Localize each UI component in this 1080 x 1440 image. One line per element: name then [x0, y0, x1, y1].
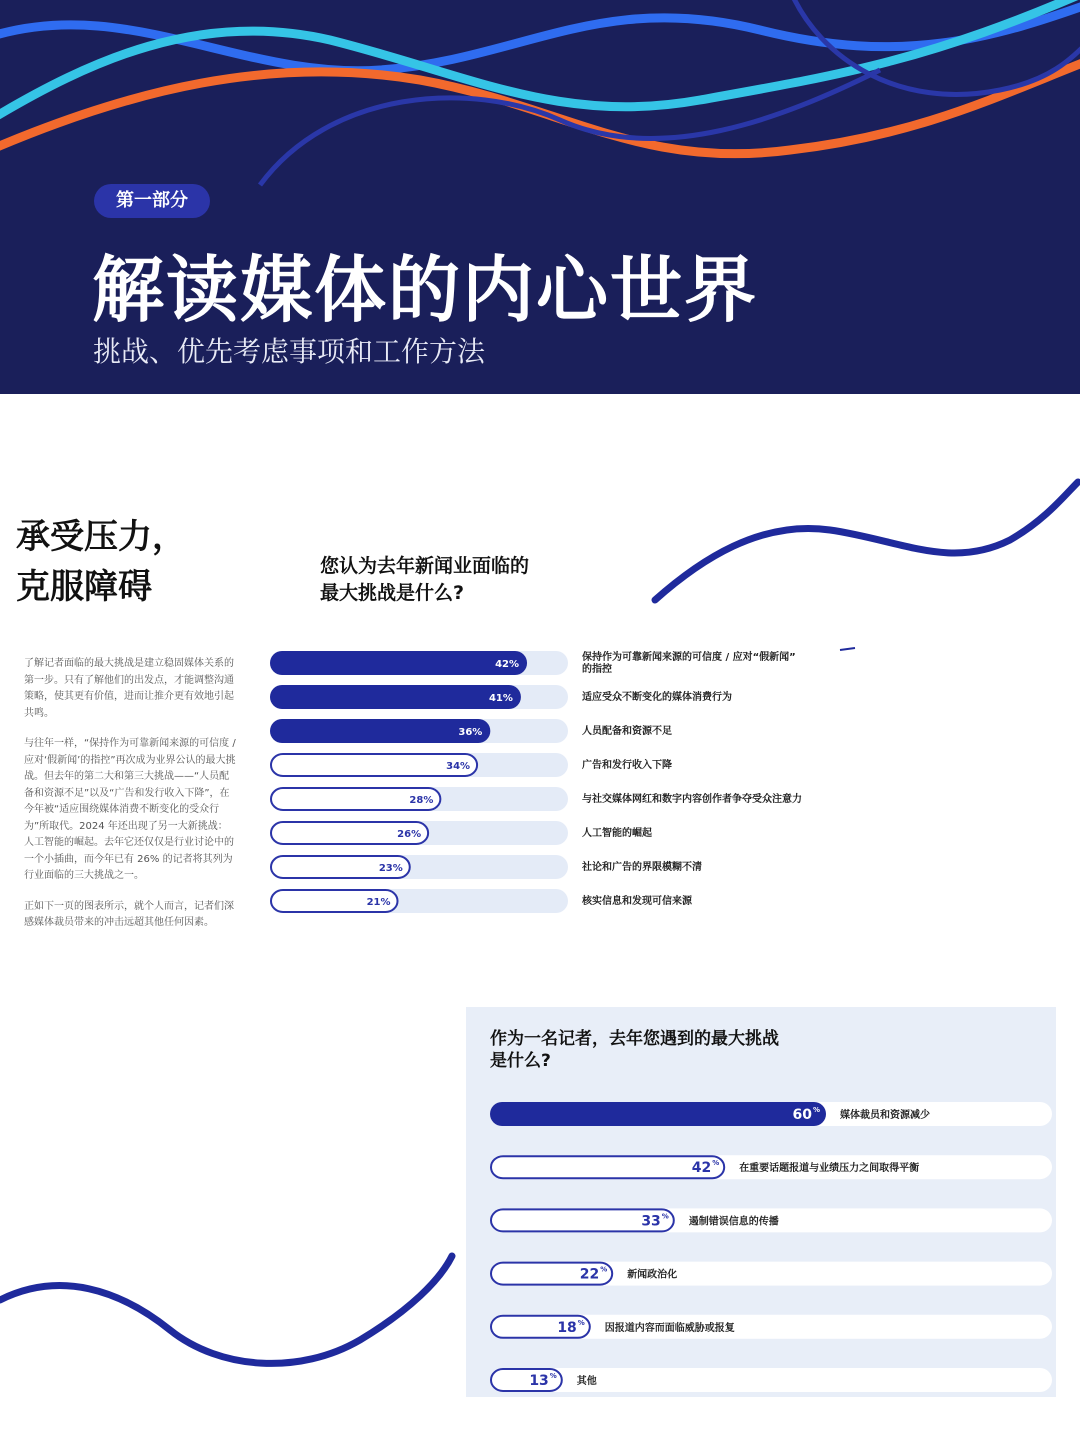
chart1-title-line2: 最大挑战是什么? — [320, 582, 465, 604]
chart2-value-label: 18 — [557, 1319, 577, 1336]
chart1-category-label: 人工智能的崛起 — [582, 828, 652, 839]
chart1-category-label: 人员配备和资源不足 — [582, 726, 672, 737]
chart1-category-label: 广告和发行收入下降 — [582, 760, 672, 771]
chart2-unit-label: % — [712, 1159, 720, 1168]
section-title-line2: 克服障碍 — [16, 567, 152, 607]
chart2-value-label: 42 — [691, 1160, 712, 1177]
chart1-category-label: 与社交媒体网红和数字内容创作者争夺受众注意力 — [582, 794, 802, 805]
chart2-category-label: 新闻政治化 — [627, 1269, 678, 1281]
chart2-unit-label: % — [577, 1318, 585, 1327]
chart2-unit-label: % — [549, 1372, 557, 1380]
chart2-category-label: 其他 — [576, 1376, 597, 1387]
body-paragraph-2: 与往年一样，“保持作为可靠新闻来源的可信度 / 应对‘假新闻’的指控”再次成为业界公认的最大挑战。但去年的第二大和第三大挑战——“人员配备和资源不足”以及“广告和发行收入下降”，在今年被“适应围绕媒体消费不断变化的受众行为”所取代。2024 年还出现了另一大新挑战：人工智能的崛起。去年它还仅仅是行业讨论中的一个小插曲，而今年已有 26% 的记者将其列为行业面临的三大挑战之一。 — [24, 738, 236, 881]
chart1-value-label: 28% — [409, 795, 434, 806]
chart2-value-label: 13 — [529, 1373, 549, 1389]
chart1-category-label: 的指控 — [582, 664, 612, 675]
chart1-category-label: 核实信息和发现可信来源 — [582, 896, 692, 907]
chart2-bar — [490, 1102, 826, 1126]
chart2-value-label: 60 — [792, 1107, 812, 1123]
chart1-value-label: 26% — [397, 829, 422, 840]
page-subtitle: 挑战、优先考虑事项和工作方法 — [93, 335, 486, 368]
chart2-title-line2: 是什么? — [490, 1051, 551, 1071]
chart1-category-label: 社论和广告的界限模糊不清 — [582, 862, 702, 873]
chart2-category-label: 在重要话题报道与业绩压力之间取得平衡 — [739, 1163, 920, 1175]
section-title-line1: 承受压力， — [16, 517, 186, 557]
body-paragraph-3: 正如下一页的图表所示，就个人而言，记者们深感媒体裁员带来的冲击远超其他任何因素。 — [24, 900, 234, 928]
chart1-title-line1: 您认为去年新闻业面临的 — [320, 555, 530, 577]
chart2-category-label: 媒体裁员和资源减少 — [840, 1110, 930, 1121]
section-label-pill: 第一部分 — [94, 184, 210, 218]
chart2-value-label: 22 — [579, 1266, 600, 1283]
chart2-category-label: 因报道内容而面临威胁或报复 — [604, 1322, 735, 1334]
chart1-value-label: 41% — [488, 693, 513, 704]
chart1-value-label: 21% — [366, 897, 391, 908]
page-title: 解读媒体的内心世界 — [92, 248, 759, 332]
chart2-value-label: 33 — [641, 1213, 661, 1230]
chart2-bar — [491, 1156, 724, 1178]
chart2-title-line1: 作为一名记者，去年您遇到的最大挑战 — [490, 1029, 779, 1049]
chart2-track — [490, 1368, 1052, 1392]
chart1-value-label: 42% — [495, 659, 520, 670]
chart1-value-label: 34% — [446, 761, 471, 772]
chart1-value-label: 23% — [378, 863, 403, 874]
chart2-unit-label: % — [600, 1265, 608, 1274]
chart1-category-label: 保持作为可靠新闻来源的可信度 / 应对“假新闻” — [582, 652, 796, 663]
chart1-category-label: 适应受众不断变化的媒体消费行为 — [582, 692, 732, 703]
body-paragraph-1: 了解记者面临的最大挑战是建立稳固媒体关系的第一步。只有了解他们的出发点，才能调整沟通策略，使其更有价值，进而让推介更有效地引起共鸣。 — [24, 658, 234, 719]
chart2-unit-label: % — [813, 1106, 821, 1114]
chart2-unit-label: % — [661, 1212, 669, 1221]
chart1-value-label: 36% — [458, 727, 483, 738]
chart2-category-label: 遏制错误信息的传播 — [688, 1216, 779, 1228]
